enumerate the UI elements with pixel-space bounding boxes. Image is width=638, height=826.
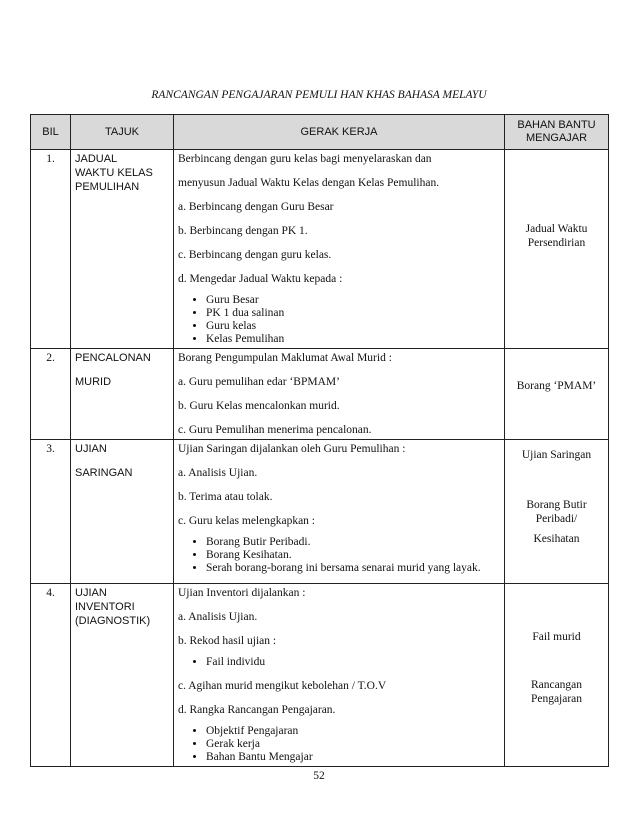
title-line: INVENTORI (75, 601, 135, 613)
bullet-item: • Guru Besar (206, 294, 500, 307)
bahan-line: Fail murid (532, 631, 581, 643)
bahan-line: Persendirian (527, 237, 586, 249)
bahan-cell (505, 349, 609, 440)
bullet-list (178, 656, 500, 669)
gerak-kerja-cell (174, 150, 505, 349)
step-item: c. Guru kelas melengkapkan : (178, 515, 315, 527)
header-bil: BIL (31, 115, 71, 150)
title-line: SARINGAN (75, 467, 133, 479)
bahan-cell (505, 440, 609, 584)
step-item: a. Analisis Ujian. (178, 611, 258, 623)
bahan-line: Borang Butir (526, 499, 587, 511)
bullet-item: • Kelas Pemulihan (206, 333, 500, 346)
bullet-item: • Objektif Pengajaran (206, 725, 500, 738)
header-tajuk: TAJUK (71, 115, 174, 150)
bullet-item: • Bahan Bantu Mengajar (206, 751, 500, 764)
bahan-line: Peribadi/ (535, 513, 578, 525)
bullet-item: • Borang Kesihatan. (206, 549, 500, 562)
title-line: UJIAN (75, 443, 107, 455)
row-title (71, 349, 174, 440)
step-item: b. Berbincang dengan PK 1. (178, 225, 308, 237)
row-title (71, 150, 174, 349)
gerak-kerja-cell (174, 349, 505, 440)
title-line: PENCALONAN (75, 352, 151, 364)
table-row (31, 440, 609, 584)
bahan-line: Kesihatan (533, 533, 580, 545)
header-gerak-kerja: GERAK KERJA (174, 115, 505, 150)
step-item: b. Rekod hasil ujian : (178, 635, 277, 647)
bahan-line: Rancangan (530, 679, 583, 691)
row-number: 2. (31, 349, 71, 440)
document-title: RANCANGAN PENGAJARAN PEMULI HAN KHAS BAHASA MELAYU (151, 89, 487, 101)
bullet-item: • Fail individu (206, 656, 500, 669)
row-title (71, 584, 174, 767)
title-line: (DIAGNOSTIK) (75, 615, 151, 627)
title-line: MURID (75, 376, 112, 388)
title-line: WAKTU KELAS (75, 167, 153, 179)
table-row (31, 150, 609, 349)
step-item: b. Terima atau tolak. (178, 491, 273, 503)
bahan-cell (505, 150, 609, 349)
row-number: 3. (31, 440, 71, 584)
bullet-list (178, 725, 500, 764)
title-line: JADUAL (75, 153, 118, 165)
header-bahan-bantu: BAHAN BANTU MENGAJAR (505, 115, 609, 150)
bullet-item: • Gerak kerja (206, 738, 500, 751)
bullet-list (178, 536, 500, 575)
step-item: c. Agihan murid mengikut kebolehan / T.O.V (178, 680, 387, 692)
step-item: c. Guru Pemulihan menerima pencalonan. (178, 424, 372, 436)
title-line: UJIAN (75, 587, 107, 599)
intro-line: Ujian Saringan dijalankan oleh Guru Pemulihan : (178, 443, 406, 455)
table-row (31, 349, 609, 440)
step-item: c. Berbincang dengan guru kelas. (178, 249, 332, 261)
intro-line: Ujian Inventori dijalankan : (178, 587, 306, 599)
bullet-item: • PK 1 dua salinan (206, 307, 500, 320)
intro-line: Berbincang dengan guru kelas bagi menyelaraskan dan (178, 153, 432, 165)
row-number: 4. (31, 584, 71, 767)
step-item: a. Berbincang dengan Guru Besar (178, 201, 334, 213)
row-number: 1. (31, 150, 71, 349)
title-line: PEMULIHAN (75, 181, 140, 193)
bullet-list (178, 294, 500, 346)
bahan-cell (505, 584, 609, 767)
gerak-kerja-cell (174, 584, 505, 767)
row-title (71, 440, 174, 584)
bullet-item: • Serah borang-borang ini bersama senarai murid yang layak. (206, 562, 500, 575)
intro-line: menyusun Jadual Waktu Kelas dengan Kelas Pemulihan. (178, 177, 440, 189)
step-item: a. Analisis Ujian. (178, 467, 258, 479)
bahan-line: Ujian Saringan (521, 449, 592, 461)
bullet-item: • Borang Butir Peribadi. (206, 536, 500, 549)
bahan-line: Jadual Waktu (525, 223, 588, 235)
step-item: a. Guru pemulihan edar ‘BPMAM’ (178, 376, 340, 388)
step-item: b. Guru Kelas mencalonkan murid. (178, 400, 340, 412)
gerak-kerja-cell (174, 440, 505, 584)
page-number: 52 (313, 770, 325, 782)
lesson-plan-table (30, 114, 609, 767)
table-row (31, 584, 609, 767)
step-item: d. Rangka Rancangan Pengajaran. (178, 704, 336, 716)
bahan-line: Pengajaran (530, 693, 583, 705)
intro-line: Borang Pengumpulan Maklumat Awal Murid : (178, 352, 392, 364)
step-item: d. Mengedar Jadual Waktu kepada : (178, 273, 343, 285)
bahan-line: Borang ‘PMAM’ (516, 380, 597, 392)
bullet-item: • Guru kelas (206, 320, 500, 333)
